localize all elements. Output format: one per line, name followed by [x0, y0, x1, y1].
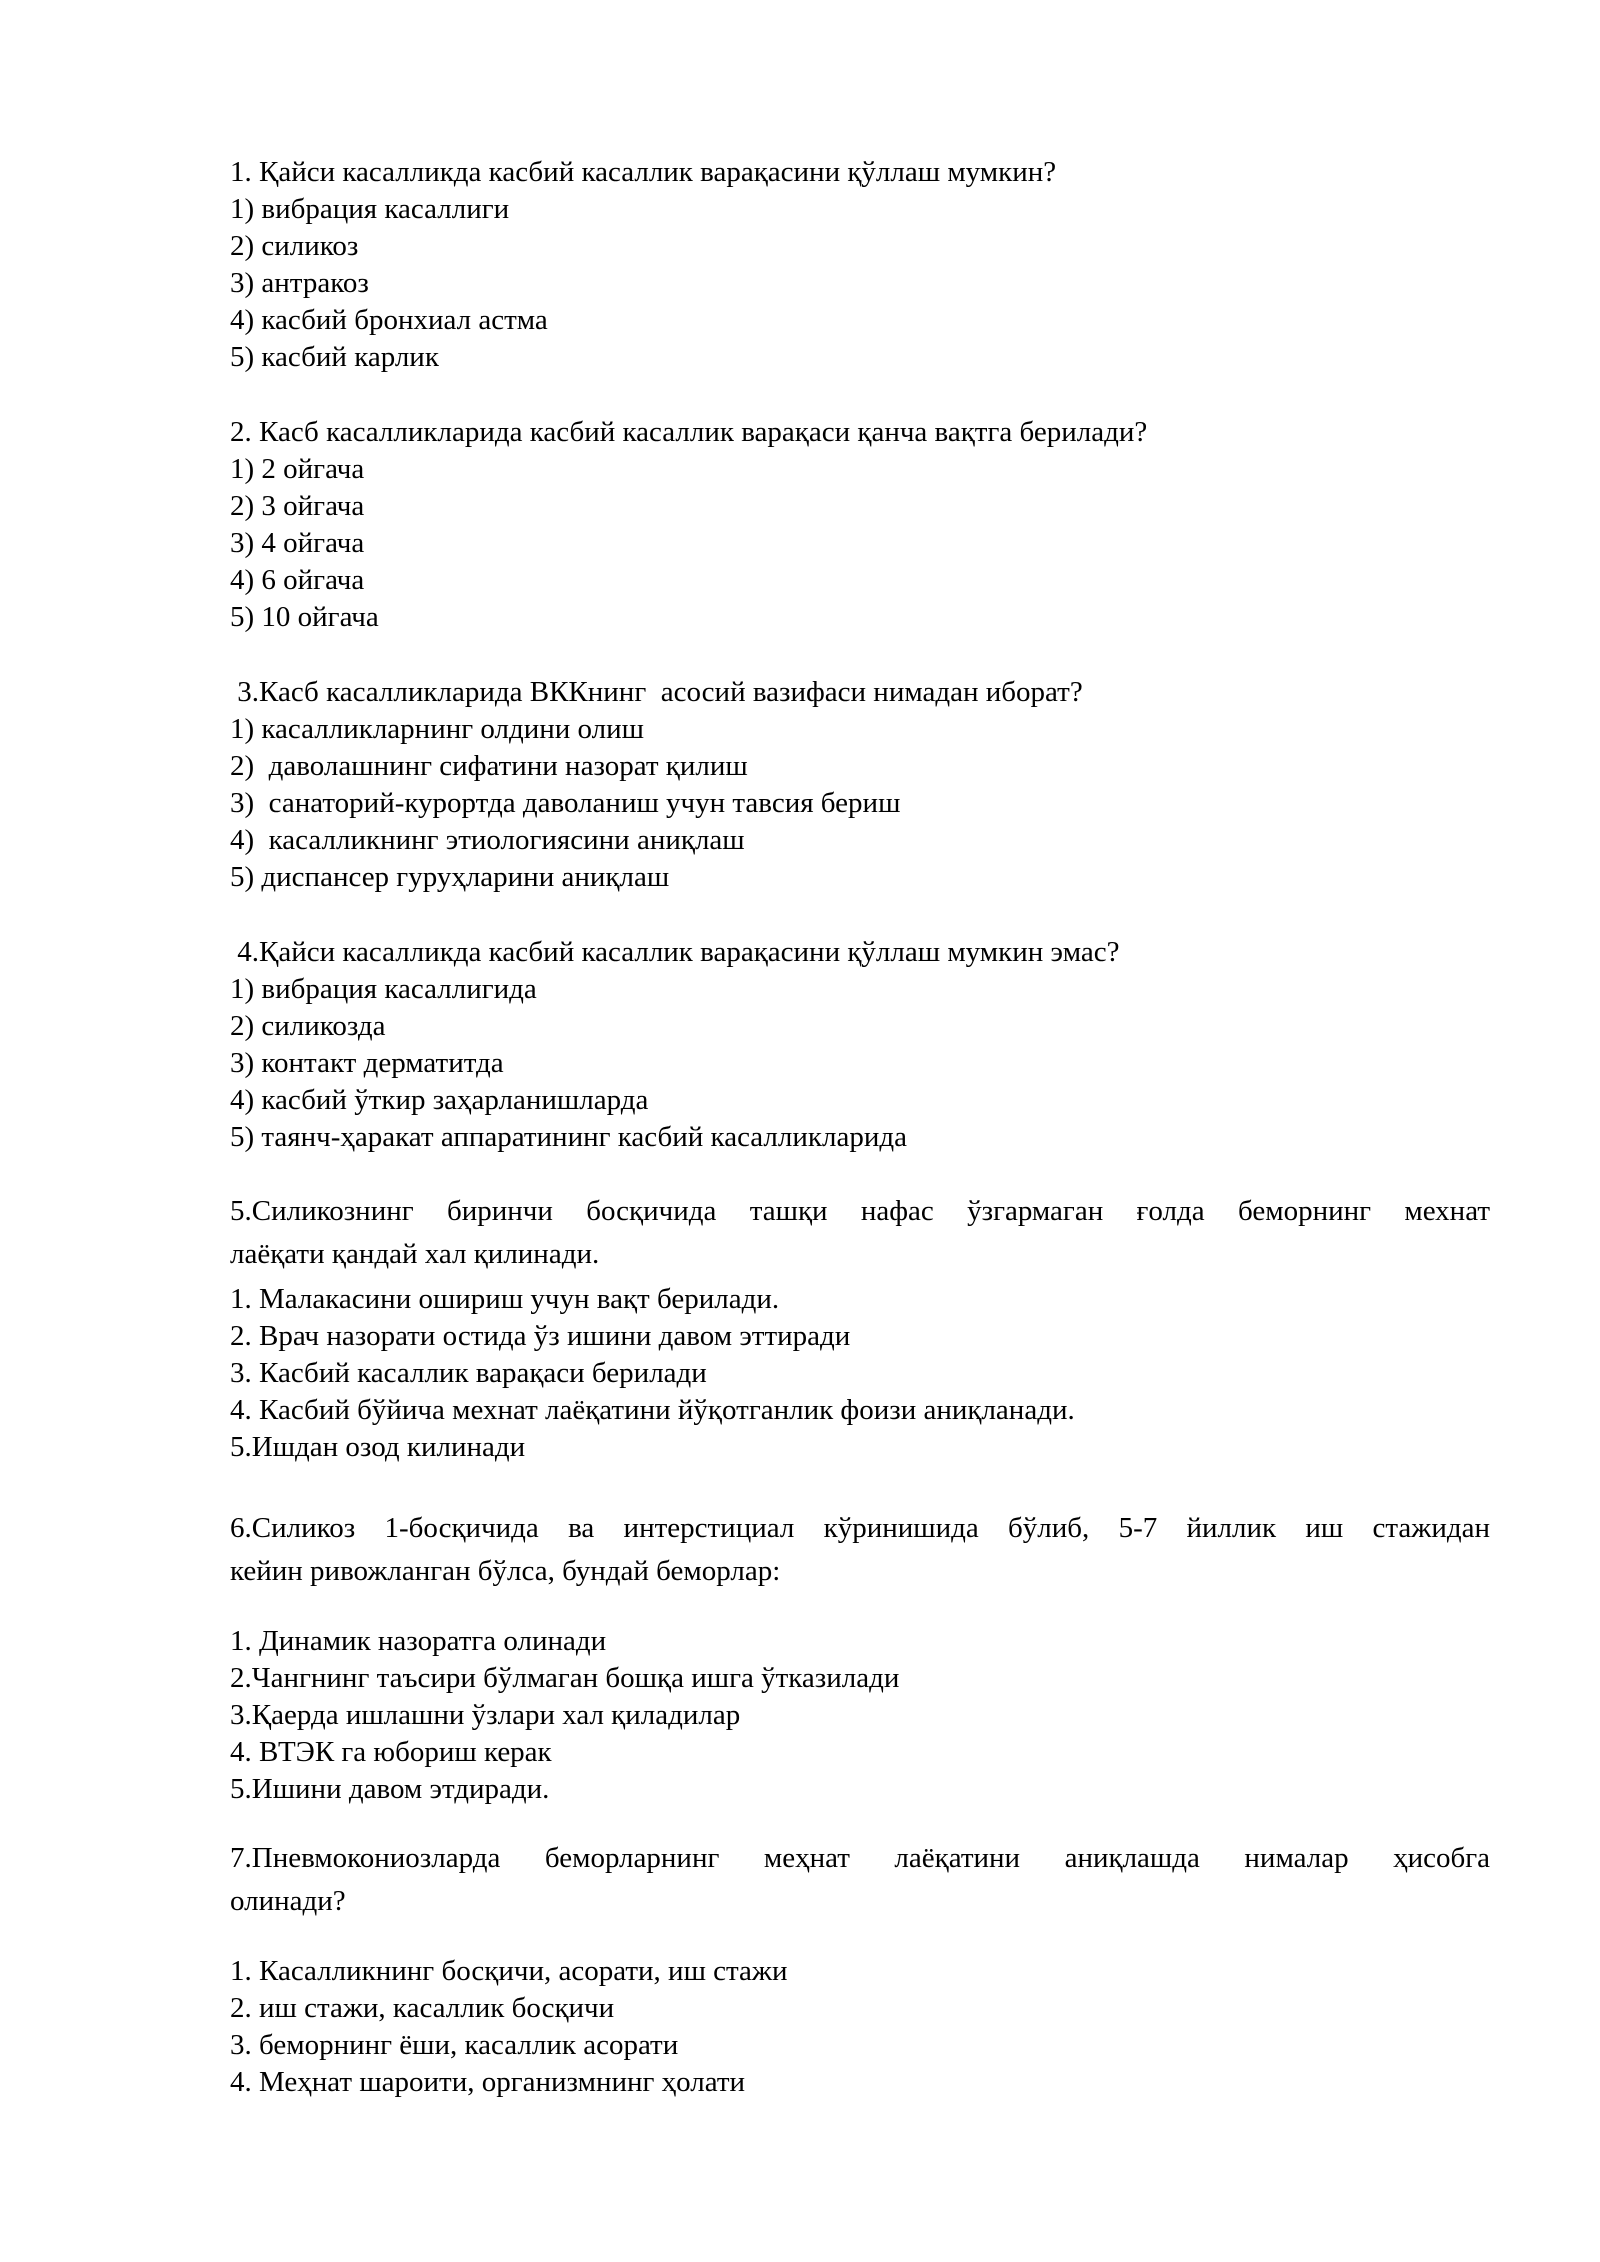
question-5-option-3: 3. Касбий касаллик варақаси берилади — [230, 1357, 707, 1389]
question-2-text: 2. Касб касалликларида касбий касаллик варақаси қанча вақтга берилади? — [230, 416, 1148, 448]
question-7-option-3: 3. беморнинг ёши, касаллик асорати — [230, 2029, 679, 2061]
question-1-option-3: 3) антракоз — [230, 267, 369, 299]
question-6-option-3: 3.Қаерда ишлашни ўзлари хал қиладилар — [230, 1699, 741, 1731]
question-7-text — [230, 1837, 1490, 1923]
question-3-option-5: 5) диспансер гуруҳларини аниқлаш — [230, 861, 670, 893]
question-2-option-1: 1) 2 ойгача — [230, 453, 365, 485]
question-5-option-2: 2. Врач назорати остида ўз ишини давом эттиради — [230, 1320, 851, 1352]
question-6-line-2: кейин ривожланган бўлса, бундай беморлар: — [230, 1555, 781, 1587]
question-3-option-3: 3) санаторий-курортда даволаниш учун тавсия бериш — [230, 787, 901, 819]
question-5-text — [230, 1190, 1490, 1276]
question-1-text: 1. Қайси касалликда касбий касаллик варақасини қўллаш мумкин? — [230, 156, 1057, 188]
question-6-option-2: 2.Чангнинг таъсири бўлмаган бошқа ишга ўтказилади — [230, 1662, 900, 1694]
question-5-line-1: 5.Силикознинг биринчи босқичида ташқи нафас ўзгармаган ғолда беморнинг мехнат — [230, 1195, 1490, 1227]
question-5-option-1: 1. Малакасини ошириш учун вақт берилади. — [230, 1283, 780, 1315]
question-5-option-5: 5.Ишдан озод килинади — [230, 1431, 526, 1463]
question-2-option-3: 3) 4 ойгача — [230, 527, 365, 559]
question-6-option-4: 4. ВТЭК га юбориш керак — [230, 1736, 552, 1768]
question-7-line-1: 7.Пневмокониозларда беморларнинг меҳнат лаёқатини аниқлашда нималар ҳисобга — [230, 1842, 1490, 1874]
question-1-option-2: 2) силикоз — [230, 230, 359, 262]
question-5-option-4: 4. Касбий бўйича мехнат лаёқатини йўқотганлик фоизи аниқланади. — [230, 1394, 1075, 1426]
question-6-option-5: 5.Ишини давом этдиради. — [230, 1773, 550, 1805]
question-4-option-1: 1) вибрация касаллигида — [230, 973, 537, 1005]
question-1-option-5: 5) касбий карлик — [230, 341, 439, 373]
question-7-option-1: 1. Касалликнинг босқичи, асорати, иш стажи — [230, 1955, 788, 1987]
question-7-option-2: 2. иш стажи, касаллик босқичи — [230, 1992, 615, 2024]
question-7-option-4: 4. Меҳнат шароити, организмнинг ҳолати — [230, 2066, 746, 2098]
question-4-option-4: 4) касбий ўткир заҳарланишларда — [230, 1084, 649, 1116]
question-4-option-5: 5) таянч-ҳаракат аппаратининг касбий касалликларида — [230, 1121, 907, 1153]
question-4-option-2: 2) силикозда — [230, 1010, 386, 1042]
question-1-option-4: 4) касбий бронхиал астма — [230, 304, 548, 336]
question-6-line-1: 6.Силикоз 1-босқичида ва интерстициал кўринишида бўлиб, 5-7 йиллик иш стажидан — [230, 1512, 1490, 1544]
question-2-option-2: 2) 3 ойгача — [230, 490, 365, 522]
question-1-option-1: 1) вибрация касаллиги — [230, 193, 510, 225]
question-3-option-2: 2) даволашнинг сифатини назорат қилиш — [230, 750, 748, 782]
question-4-option-3: 3) контакт дерматитда — [230, 1047, 504, 1079]
question-3-text: 3.Касб касалликларида ВККнинг асосий вазифаси нимадан иборат? — [230, 676, 1083, 708]
question-4-text: 4.Қайси касалликда касбий касаллик варақасини қўллаш мумкин эмас? — [230, 936, 1120, 968]
question-6-option-1: 1. Динамик назоратга олинади — [230, 1625, 607, 1657]
question-2-option-5: 5) 10 ойгача — [230, 601, 379, 633]
question-3-option-4: 4) касалликнинг этиологиясини аниқлаш — [230, 824, 745, 856]
question-5-line-2: лаёқати қандай хал қилинади. — [230, 1238, 600, 1270]
question-2-option-4: 4) 6 ойгача — [230, 564, 365, 596]
question-3-option-1: 1) касалликларнинг олдини олиш — [230, 713, 644, 745]
question-6-text — [230, 1507, 1490, 1593]
question-7-line-2: олинади? — [230, 1885, 346, 1917]
